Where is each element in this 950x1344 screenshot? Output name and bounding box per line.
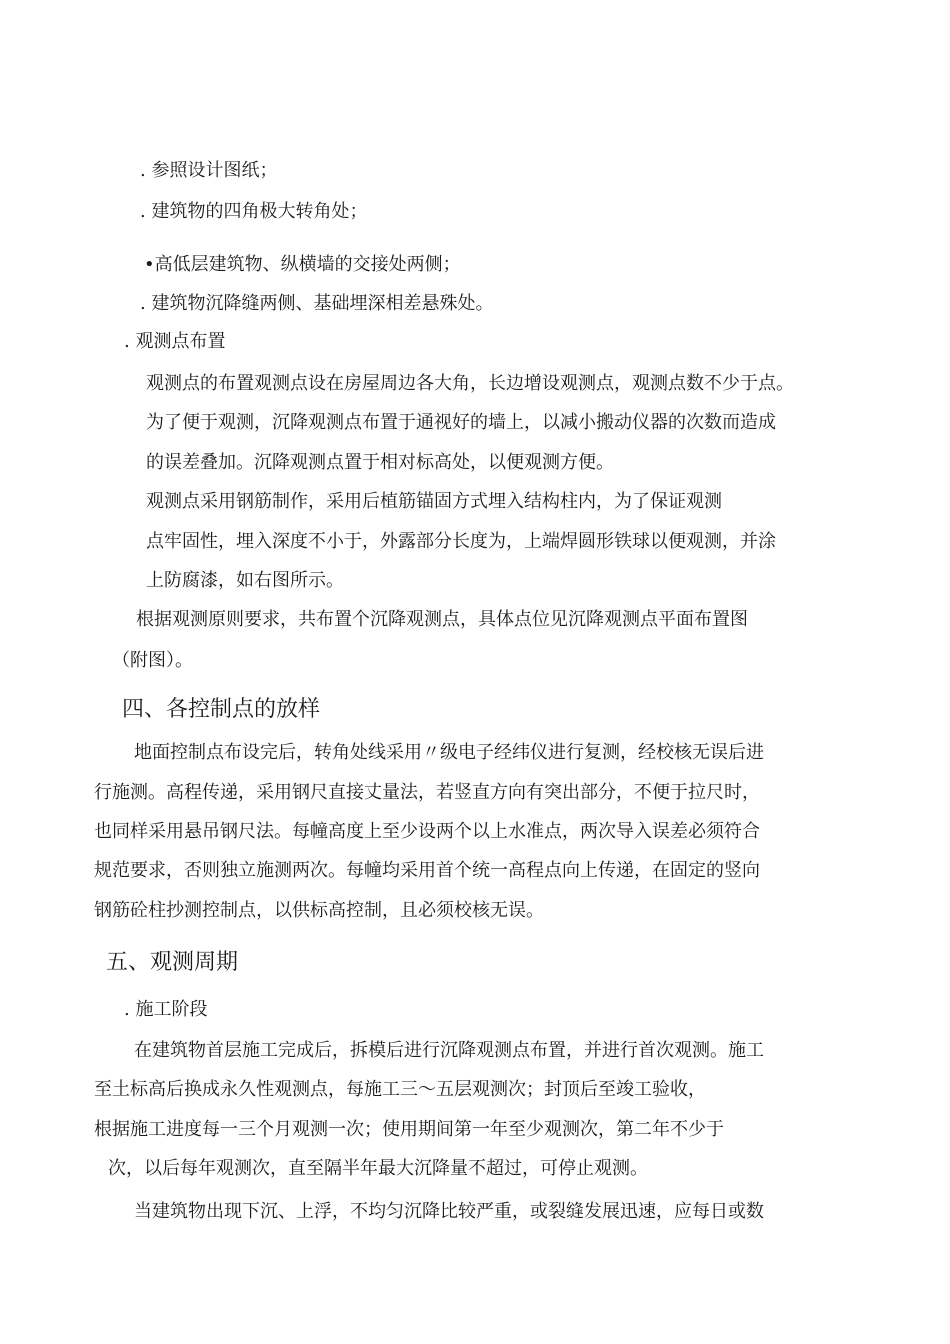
paragraph-line: 钢筋砼柱抄测控制点，以供标高控制，且必须校核无误。 [94, 900, 544, 921]
section-heading-control-points: 四、各控制点的放样 [122, 697, 321, 722]
paragraph-line: 点牢固性，埋入深度不小于，外露部分长度为，上端焊圆形铁球以便观测，并涂 [146, 531, 776, 552]
paragraph-line: 根据施工进度每一三个月观测一次；使用期间第一年至少观测次，第二年不少于 [94, 1119, 724, 1140]
list-item-corners: . 建筑物的四角极大转角处； [140, 201, 368, 222]
paragraph-line: 在建筑物首层施工完成后，拆模后进行沉降观测点布置，并进行首次观测。施工 [134, 1040, 764, 1061]
paragraph-line: 至土标高后换成永久性观测点，每施工三〜五层观测次；封顶后至竣工验收， [94, 1079, 706, 1100]
paragraph-line: 次，以后每年观测次，直至隔半年最大沉降量不超过，可停止观测。 [108, 1158, 648, 1179]
section-heading-observation-cycle: 五、观测周期 [106, 950, 239, 975]
paragraph-line: 上防腐漆，如右图所示。 [146, 570, 344, 591]
paragraph-line: 行施测。高程传递，采用钢尺直接丈量法，若竖直方向有突出部分，不便于拉尺时， [94, 782, 760, 803]
paragraph-line: （附图）。 [112, 650, 193, 671]
paragraph-line: 观测点采用钢筋制作，采用后植筋锚固方式埋入结构柱内，为了保证观测 [146, 491, 722, 512]
paragraph-line: 为了便于观测，沉降观测点布置于通视好的墙上，以减小搬动仪器的次数而造成 [146, 412, 776, 433]
subsection-title-point-layout: . 观测点布置 [124, 331, 226, 352]
paragraph-line: 根据观测原则要求，共布置个沉降观测点，具体点位见沉降观测点平面布置图 [136, 609, 748, 630]
list-item-settlement-joints: . 建筑物沉降缝两侧、基础埋深相差悬殊处。 [140, 293, 494, 314]
paragraph-line: 的误差叠加。沉降观测点置于相对标高处，以便观测方便。 [146, 452, 614, 473]
paragraph-line: 也同样采用悬吊钢尺法。每幢高度上至少设两个以上水准点，两次导入误差必须符合 [94, 821, 760, 842]
list-item-wall-junctions: •高低层建筑物、纵横墙的交接处两侧； [144, 254, 461, 275]
subsection-title-construction-stage: . 施工阶段 [124, 999, 208, 1020]
paragraph-line: 规范要求，否则独立施测两次。每幢均采用首个统一高程点向上传递，在固定的竖向 [94, 860, 760, 881]
paragraph-line: 当建筑物出现下沉、上浮，不均匀沉降比较严重，或裂缝发展迅速，应每日或数 [134, 1201, 764, 1222]
list-item-design-drawings: . 参照设计图纸； [140, 160, 278, 181]
paragraph-line: 观测点的布置观测点设在房屋周边各大角，长边增设观测点，观测点数不少于点。 [146, 373, 794, 394]
paragraph-line: 地面控制点布设完后，转角处线采用〃级电子经纬仪进行复测，经校核无误后进 [134, 742, 764, 763]
